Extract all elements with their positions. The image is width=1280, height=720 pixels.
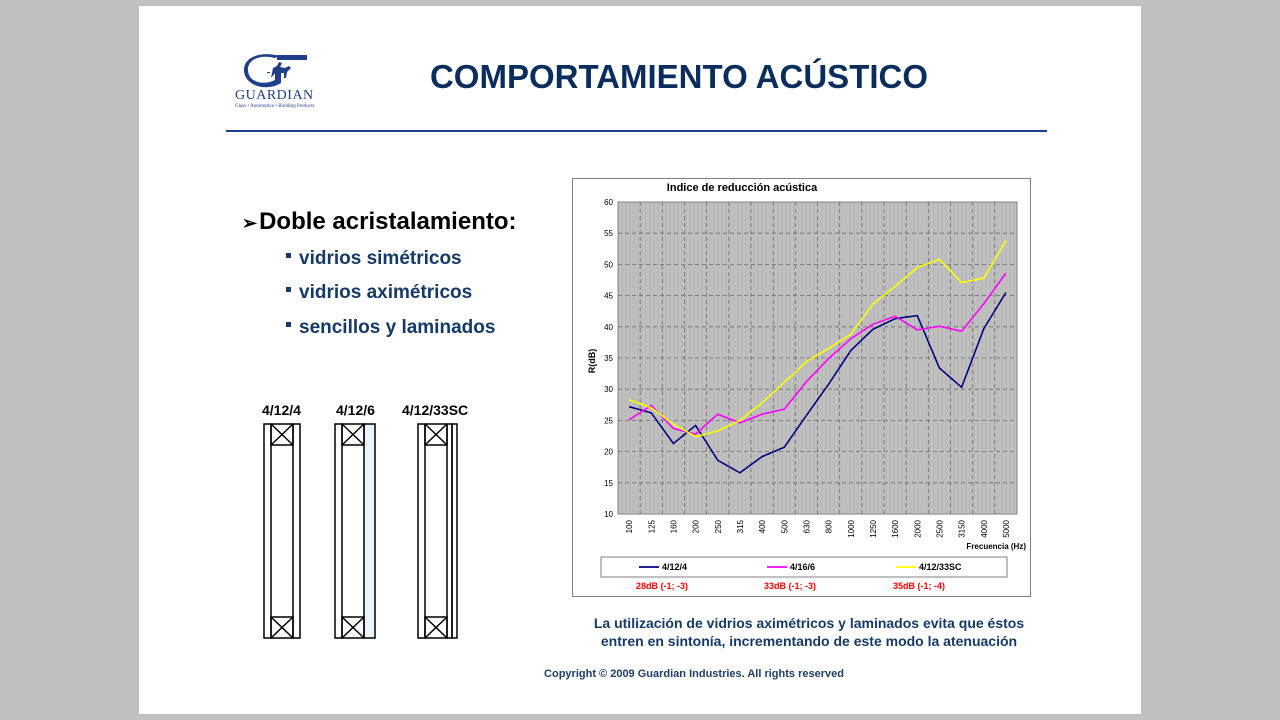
x-tick-label: 500	[780, 520, 790, 534]
legend-label: 4/12/33SC	[919, 562, 962, 572]
bullet-text: vidrios simétricos	[299, 248, 462, 269]
y-tick-label: 20	[604, 447, 613, 457]
bullet-item	[286, 248, 462, 270]
y-tick-label: 45	[604, 291, 613, 301]
chart-caption	[579, 614, 1039, 650]
rating-label: 28dB (-1; -3)	[636, 581, 689, 591]
legend-label: 4/16/6	[790, 562, 816, 572]
x-tick-label: 630	[802, 520, 812, 534]
guardian-logo-icon	[235, 52, 325, 90]
bullet-text: vidrios aximétricos	[299, 282, 473, 303]
x-tick-label: 800	[824, 520, 834, 534]
x-tick-label: 100	[625, 520, 635, 534]
rating-labels	[636, 581, 945, 591]
y-tick-label: 55	[604, 229, 613, 239]
square-bullet-icon	[286, 322, 291, 327]
bullet-item	[286, 317, 495, 339]
x-tick-label: 5000	[1001, 520, 1011, 538]
logo-brand: GUARDIAN	[235, 88, 314, 103]
y-tick-label: 15	[604, 478, 613, 488]
x-tick-label: 3150	[957, 520, 967, 538]
glazing-section-4-12-4	[264, 424, 300, 638]
chart-title: Indice de reducción acústica	[666, 182, 818, 194]
glazing-section-4-12-6	[335, 424, 375, 638]
page-title: COMPORTAMIENTO ACÚSTICO	[429, 58, 929, 95]
x-tick-label: 2000	[913, 520, 923, 538]
arrow-bullet-icon: ➢	[242, 213, 258, 233]
x-tick-label: 2500	[935, 520, 945, 538]
x-axis-ticks	[625, 519, 1011, 537]
y-tick-label: 60	[604, 198, 613, 207]
caption-line-2: entren en sintonía, incrementando de este modo la atenuación	[600, 633, 1018, 649]
glazing-diagrams	[259, 420, 469, 642]
y-tick-label: 50	[604, 260, 613, 270]
glazing-label-4-12-6: 4/12/6	[336, 402, 375, 418]
glazing-section-4-12-33sc	[418, 424, 457, 638]
x-tick-label: 400	[758, 520, 768, 534]
section-heading	[242, 208, 517, 236]
x-tick-label: 1000	[846, 520, 856, 538]
y-tick-label: 40	[604, 322, 613, 332]
x-tick-label: 200	[691, 520, 701, 534]
x-tick-label: 1250	[868, 520, 878, 538]
glazing-label-4-12-4: 4/12/4	[262, 402, 301, 418]
x-tick-label: 125	[647, 520, 657, 534]
legend-label: 4/12/4	[662, 562, 688, 572]
logo-tagline: Glass • Automotive • Building Products	[235, 104, 315, 109]
bullet-text: sencillos y laminados	[299, 317, 496, 338]
y-axis-ticks	[604, 198, 613, 519]
x-tick-label: 4000	[979, 520, 989, 538]
x-tick-label: 250	[713, 520, 723, 534]
rating-label: 35dB (-1; -4)	[893, 581, 946, 591]
bullet-item	[286, 282, 472, 304]
y-tick-label: 25	[604, 416, 613, 426]
x-tick-label: 160	[669, 520, 679, 534]
title-divider	[226, 130, 1047, 132]
y-tick-label: 10	[604, 510, 613, 519]
y-axis-label: R(dB)	[587, 348, 597, 374]
copyright-notice: Copyright © 2009 Guardian Industries. All rights reserved	[544, 668, 844, 680]
square-bullet-icon	[286, 253, 291, 258]
x-tick-label: 1600	[891, 520, 901, 538]
slide	[139, 6, 1141, 714]
x-tick-label: 315	[735, 520, 745, 534]
acoustic-chart-svg	[573, 179, 1030, 596]
caption-line-1: La utilización de vidrios aximétricos y laminados evita que éstos	[593, 615, 1025, 631]
acoustic-chart	[572, 178, 1031, 597]
x-axis-label: Frecuencia (Hz)	[966, 542, 1026, 551]
glazing-label-4-12-33sc: 4/12/33SC	[402, 402, 469, 418]
section-heading-text: Doble acristalamiento:	[259, 208, 517, 235]
square-bullet-icon	[286, 287, 291, 292]
y-tick-label: 35	[604, 354, 613, 363]
y-tick-label: 30	[604, 385, 613, 395]
rating-label: 33dB (-1; -3)	[764, 581, 817, 591]
